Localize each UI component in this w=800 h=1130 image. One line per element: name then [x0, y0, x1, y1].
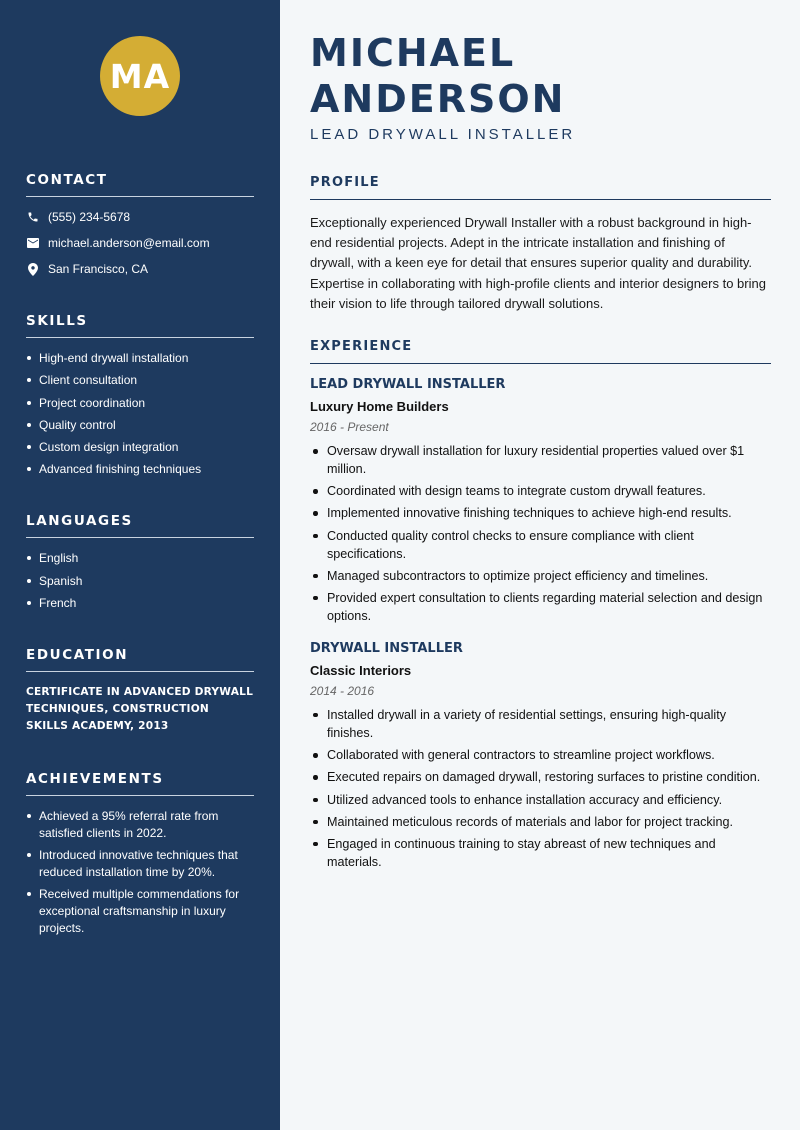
job-bullets: [310, 706, 771, 871]
job-bullet: Installed drywall in a variety of residential settings, ensuring high-quality finishes.: [310, 706, 771, 742]
profile-heading: PROFILE: [310, 175, 771, 200]
experience-heading: EXPERIENCE: [310, 339, 771, 364]
achievements-list: [26, 808, 254, 937]
job-bullets: [310, 442, 771, 625]
sidebar: [0, 0, 280, 1130]
avatar: MA: [100, 36, 180, 116]
job-bullet: Utilized advanced tools to enhance installation accuracy and efficiency.: [310, 791, 771, 809]
contact-email-text: michael.anderson@email.com: [48, 236, 210, 250]
job-bullet: Engaged in continuous training to stay abreast of new techniques and materials.: [310, 835, 771, 871]
candidate-title: LEAD DRYWALL INSTALLER: [310, 126, 576, 143]
job-bullet: Collaborated with general contractors to streamline project workflows.: [310, 746, 771, 764]
language-item: French: [26, 595, 254, 611]
contact-email: [26, 235, 254, 251]
location-pin-icon: [26, 262, 40, 276]
education-entry: CERTIFICATE IN ADVANCED DRYWALL TECHNIQUES, CONSTRUCTION SKILLS ACADEMY, 2013: [26, 686, 254, 733]
achievement-item: Achieved a 95% referral rate from satisfied clients in 2022.: [26, 808, 254, 842]
skill-item: Custom design integration: [26, 439, 254, 455]
job-title: DRYWALL INSTALLER: [310, 640, 463, 656]
languages-heading: LANGUAGES: [26, 513, 254, 538]
phone-icon: [26, 210, 40, 224]
skill-item: Advanced finishing techniques: [26, 461, 254, 477]
achievement-item: Introduced innovative techniques that reduced installation time by 20%.: [26, 847, 254, 881]
contact-phone-text: (555) 234-5678: [48, 210, 131, 224]
profile-section: [310, 175, 771, 314]
contact-heading: CONTACT: [26, 172, 254, 197]
job-bullet: Maintained meticulous records of materials and labor for project tracking.: [310, 813, 771, 831]
job-company: Luxury Home Builders: [310, 399, 449, 415]
education-section: [26, 647, 254, 735]
candidate-name: MICHAEL ANDERSON: [310, 31, 566, 121]
skill-item: Project coordination: [26, 395, 254, 411]
job-entry: [310, 377, 771, 625]
contact-section: [26, 172, 254, 277]
job-bullet: Executed repairs on damaged drywall, restoring surfaces to pristine condition.: [310, 768, 771, 786]
job-bullet: Managed subcontractors to optimize project efficiency and timelines.: [310, 567, 771, 585]
languages-section: [26, 513, 254, 611]
language-item: Spanish: [26, 573, 254, 589]
achievement-item: Received multiple commendations for exceptional craftsmanship in luxury projects.: [26, 886, 254, 937]
job-bullet: Conducted quality control checks to ensure compliance with client specifications.: [310, 527, 771, 563]
languages-list: [26, 550, 254, 611]
education-heading: EDUCATION: [26, 647, 254, 672]
experience-section: [310, 339, 771, 871]
achievements-heading: ACHIEVEMENTS: [26, 771, 254, 796]
skill-item: Client consultation: [26, 372, 254, 388]
job-dates: 2016 - Present: [310, 420, 389, 435]
job-entry: [310, 641, 771, 871]
skills-section: [26, 313, 254, 477]
job-bullet: Implemented innovative finishing techniques to achieve high-end results.: [310, 504, 771, 522]
job-dates: 2014 - 2016: [310, 683, 375, 698]
skill-item: High-end drywall installation: [26, 350, 254, 366]
job-bullet: Provided expert consultation to clients regarding material selection and design options.: [310, 589, 771, 625]
job-bullet: Coordinated with design teams to integrate custom drywall features.: [310, 482, 771, 500]
email-icon: [26, 236, 40, 250]
contact-phone: [26, 209, 254, 225]
job-company: Classic Interiors: [310, 662, 412, 678]
achievements-section: [26, 771, 254, 937]
profile-text: Exceptionally experienced Drywall Installer with a robust background in high-end residential projects. Adept in the intricate installation and finishing of drywall, with a keen eye for detail that ensures superior quality and durability. Expertise in collaborating with high-profile clients and interior designers to bring their vision to life through tailored drywall solutions.: [310, 215, 766, 311]
skills-list: [26, 350, 254, 477]
job-title: LEAD DRYWALL INSTALLER: [310, 377, 506, 393]
job-bullet: Oversaw drywall installation for luxury residential properties valued over $1 million.: [310, 442, 771, 478]
contact-location: [26, 261, 254, 277]
main-content: [280, 0, 800, 1130]
contact-location-text: San Francisco, CA: [48, 262, 149, 276]
skill-item: Quality control: [26, 417, 254, 433]
language-item: English: [26, 550, 254, 566]
skills-heading: SKILLS: [26, 313, 254, 338]
